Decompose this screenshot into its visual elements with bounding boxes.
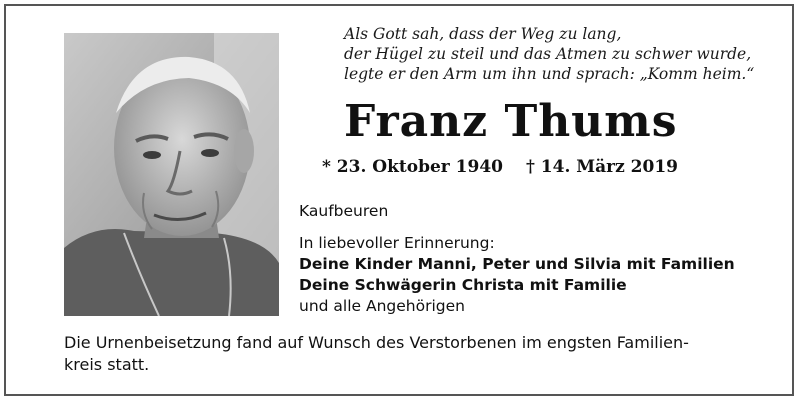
mourners-closing: und alle Angehörigen — [299, 297, 465, 315]
burial-notice — [64, 332, 764, 376]
poem-line: Als Gott sah, dass der Weg zu lang, — [344, 25, 622, 43]
poem-line: legte er den Arm um ihn und sprach: „Komm heim.“ — [344, 65, 755, 83]
mourner-line: Deine Kinder Manni, Peter und Silvia mit Familien — [299, 255, 735, 273]
notice-line: Die Urnenbeisetzung fand auf Wunsch des Verstorbenen im engsten Familien- — [64, 333, 689, 352]
hometown: Kaufbeuren — [299, 202, 389, 220]
birth-date: * 23. Oktober 1940 — [322, 157, 503, 177]
notice-line: kreis statt. — [64, 355, 150, 374]
mourners-intro: In liebevoller Erinnerung: — [299, 234, 495, 252]
death-date: † 14. März 2019 — [526, 157, 678, 177]
poem-line: der Hügel zu steil und das Atmen zu schwer wurde, — [344, 45, 752, 63]
portrait-photo — [64, 33, 279, 316]
mourners-list — [299, 233, 735, 317]
mourner-line: Deine Schwägerin Christa mit Familie — [299, 276, 627, 294]
memorial-poem — [344, 24, 784, 84]
deceased-name: Franz Thums — [344, 96, 678, 147]
portrait-illustration — [64, 33, 279, 316]
